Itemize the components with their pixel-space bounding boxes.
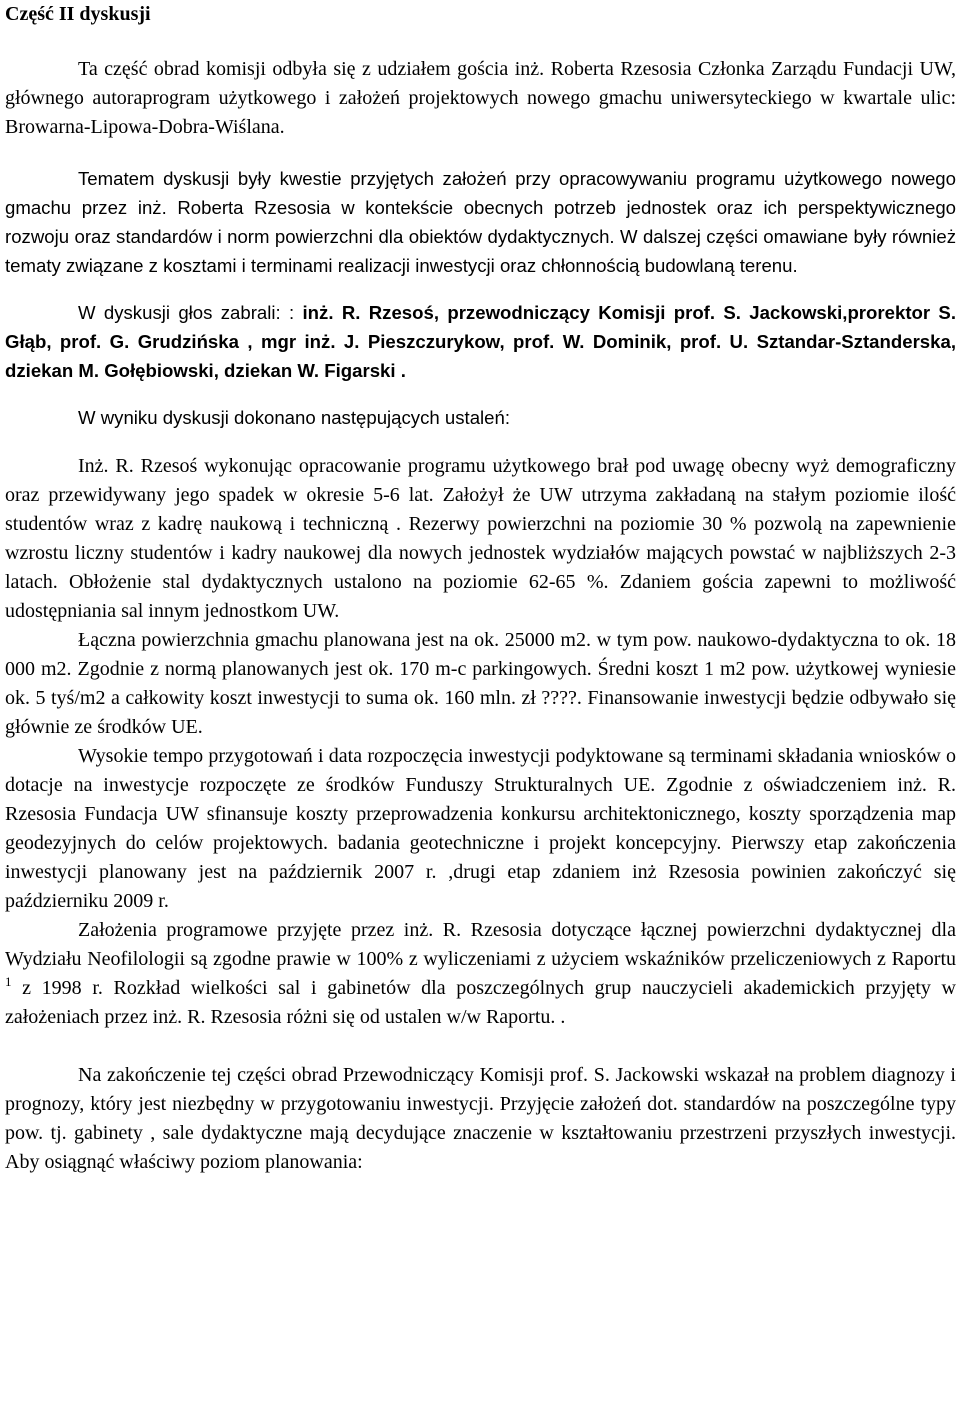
assumptions-text: Założenia programowe przyjęte przez inż. R. Rzesosia dotyczące łącznej powierzchni dydaktycznej dla Wydziału Neofilologii są zgodne prawie w 100% z wyliczeniami z użyciem wskaźników przeliczeniowych z Raportu	[5, 919, 956, 970]
assumptions-text-cont: z 1998 r. Rozkład wielkości sal i gabinetów dla poszczególnych grup nauczycieli akademickich przyjęty w założeniach przez inż. R. Rzesosia różni się od ustalen w/w Raportu. .	[5, 977, 956, 1028]
participants-names: inż. R. Rzesoś, przewodniczący Komisji prof. S. Jackowski,prorektor S. Głąb, prof. G. Grudzińska , mgr inż. J. Pieszczurykow, prof. W. Dominik, prof. U. Sztandar-Sztanderska, dziekan M. Gołębiowski, dziekan W. Figarski .	[5, 302, 956, 381]
paragraph-assumptions	[5, 916, 956, 1032]
paragraph-intro: Ta część obrad komisji odbyła się z udziałem gościa inż. Roberta Rzesosia Członka Zarządu Fundacji UW, głównego autoraprogram użytkowego i założeń projektowych nowego gmachu uniwersyteckiego w kwartale ulic: Browarna-Lipowa-Dobra-Wiślana.	[5, 58, 956, 138]
participants-label: W dyskusji głos zabrali: :	[78, 302, 303, 323]
paragraph-program: Inż. R. Rzesoś wykonując opracowanie programu użytkowego brał pod uwagę obecny wyż demograficzny oraz przewidywany jego spadek w okresie 5-6 lat. Założył że UW utrzyma zakładaną na stałym poziomie ilość studentów wraz z kadrę naukową i techniczną . Rezerwy powierzchni na poziomie 30 % pozwolą na zapewnienie wzrostu liczny studentów i kadry naukowej dla nowych jednostek wydziałów mających powstać w najbliższych 2-3 latach. Obłożenie stal dydaktycznych ustalono na poziomie 62-65 %. Zdaniem gościa zapewni to możliwość udostępniania sal innym jednostkom UW.	[5, 455, 956, 622]
paragraph-schedule: Wysokie tempo przygotowań i data rozpoczęcia inwestycji podyktowane są terminami składania wniosków o dotacje na inwestycje rozpoczęte ze środków Funduszy Strukturalnych UE. Zgodnie z oświadczeniem inż. R. Rzesosia Fundacja UW sfinansuje koszty przeprowadzenia konkursu architektonicznego, koszty sporządzenia map geodezyjnych do celów projektowych. badania geotechniczne i projekt koncepcyjny. Pierwszy etap zakończenia inwestycji planowany jest na październik 2007 r. ,drugi etap zdaniem inż Rzesosia powinien zakończyć się październiku 2009 r.	[5, 745, 956, 912]
paragraph-conclusion: Na zakończenie tej części obrad Przewodniczący Komisji prof. S. Jackowski wskazał na problem diagnozy i prognozy, który jest niezbędny w przygotowaniu inwestycji. Przyjęcie założeń dot. standardów na poszczególne typy pow. tj. gabinety , sale dydaktyczne mają decydujące znaczenie w kształtowaniu przestrzeni przyszłych inwestycji. Aby osiągnąć właściwy poziom planowania:	[5, 1064, 956, 1173]
paragraph-participants	[5, 298, 956, 385]
paragraph-findings-intro: W wyniku dyskusji dokonano następujących ustaleń:	[78, 407, 511, 428]
paragraph-area-cost: Łączna powierzchnia gmachu planowana jest na ok. 25000 m2. w tym pow. naukowo-dydaktyczna to ok. 18 000 m2. Zgodnie z normą planowanych jest ok. 170 m-c parkingowych. Średni koszt 1 m2 pow. użytkowej wyniesie ok. 5 tyś/m2 a całkowity koszt inwestycji to suma ok. 160 mln. zł ????. Finansowanie inwestycji będzie odbywało się głównie ze środków UE.	[5, 629, 956, 738]
footnote-ref[interactable]: 1	[5, 974, 12, 989]
section-heading: Część II dyskusji	[5, 3, 151, 25]
paragraph-topic: Tematem dyskusji były kwestie przyjętych założeń przy opracowywaniu programu użytkowego nowego gmachu przez inż. Roberta Rzesosia w kontekście obecnych potrzeb jednostek oraz ich perspektywicznego rozwoju oraz standardów i norm powierzchni dla obiektów dydaktycznych. W dalszej części omawiane były również tematy związane z kosztami i terminami realizacji inwestycji oraz chłonnością budowlaną terenu.	[5, 168, 956, 276]
